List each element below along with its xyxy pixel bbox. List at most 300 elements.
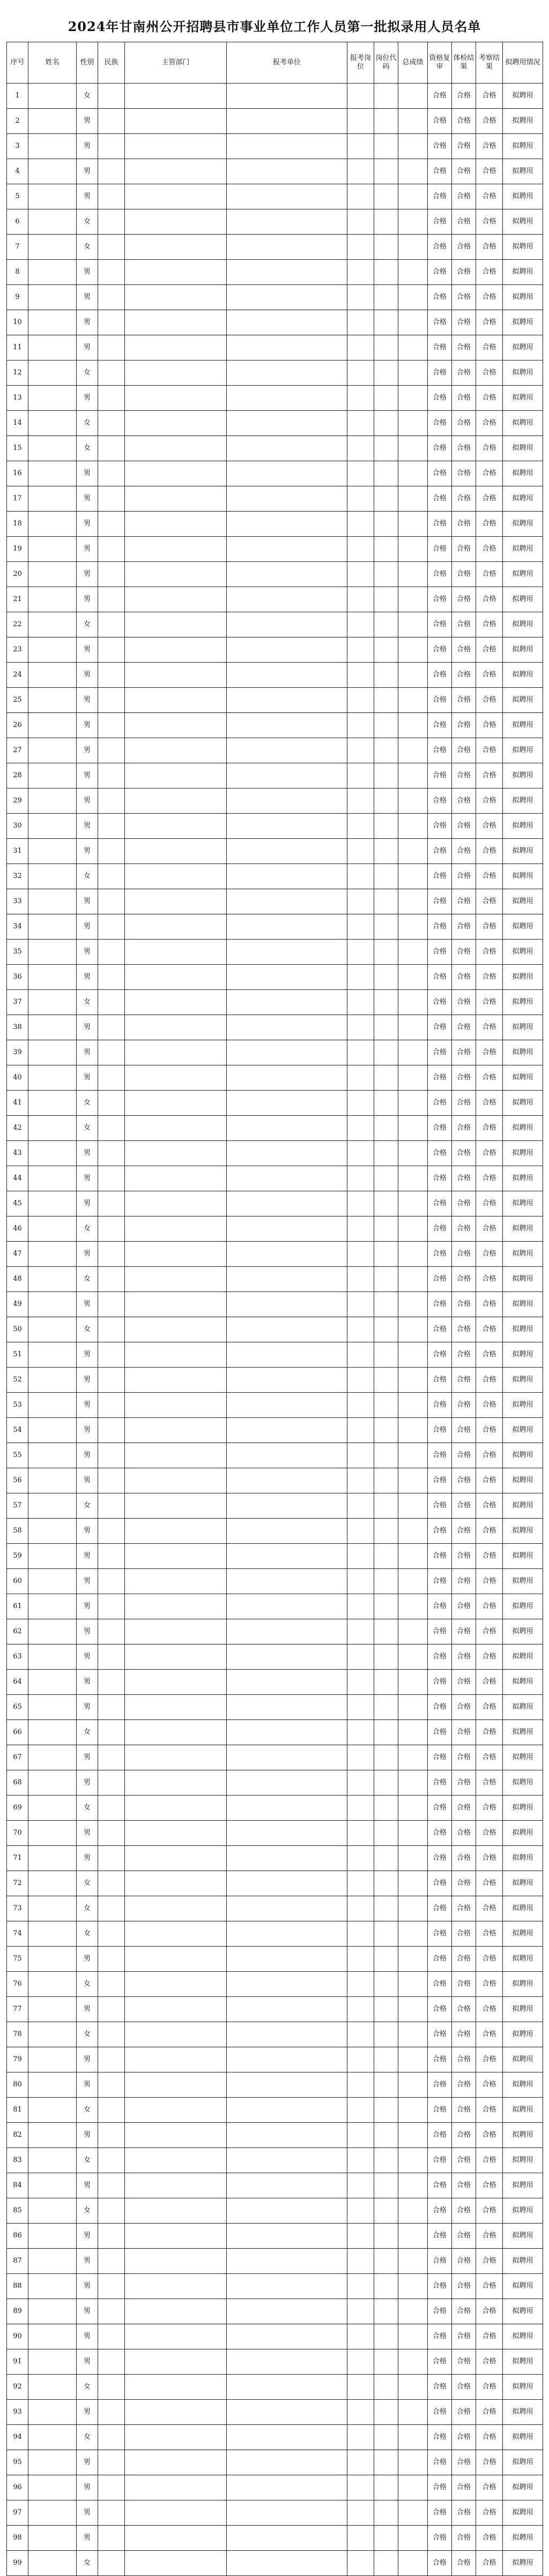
cell-ethnicity: [98, 713, 125, 738]
cell-review: 合格: [428, 1040, 452, 1065]
cell-inspection: 合格: [476, 486, 503, 512]
cell-gender: 女: [77, 1267, 98, 1292]
table-row: [7, 2198, 543, 2224]
cell-unit: [227, 2098, 347, 2123]
cell-dept: [125, 1342, 227, 1368]
cell-name: [28, 1871, 77, 1896]
cell-review: 合格: [428, 2551, 452, 2576]
cell-gender: 男: [77, 2500, 98, 2526]
cell-name: [28, 1091, 77, 1116]
cell-unit: [227, 1317, 347, 1342]
table-row: [7, 512, 543, 537]
cell-code: [374, 2148, 398, 2173]
cell-score: [398, 184, 428, 209]
cell-review: 合格: [428, 2274, 452, 2299]
cell-score: [398, 1695, 428, 1720]
cell-review: 合格: [428, 1065, 452, 1091]
cell-name: [28, 1921, 77, 1947]
cell-physical: 合格: [452, 2274, 476, 2299]
cell-no: 46: [7, 1216, 28, 1242]
cell-inspection: 合格: [476, 2299, 503, 2324]
cell-inspection: 合格: [476, 386, 503, 411]
cell-physical: 合格: [452, 1695, 476, 1720]
cell-ethnicity: [98, 2047, 125, 2072]
cell-inspection: 合格: [476, 738, 503, 763]
table-row: [7, 1594, 543, 1619]
cell-dept: [125, 663, 227, 688]
cell-review: 合格: [428, 2375, 452, 2400]
cell-inspection: 合格: [476, 2047, 503, 2072]
cell-code: [374, 1091, 398, 1116]
cell-dept: [125, 940, 227, 965]
cell-no: 51: [7, 1342, 28, 1368]
cell-physical: 合格: [452, 562, 476, 587]
cell-code: [374, 335, 398, 361]
cell-gender: 男: [77, 2072, 98, 2098]
cell-review: 合格: [428, 688, 452, 713]
cell-review: 合格: [428, 361, 452, 386]
cell-name: [28, 763, 77, 788]
cell-ethnicity: [98, 159, 125, 184]
cell-name: [28, 2022, 77, 2047]
cell-ethnicity: [98, 1166, 125, 1191]
cell-score: [398, 1947, 428, 1972]
cell-dept: [125, 1745, 227, 1770]
cell-ethnicity: [98, 2224, 125, 2249]
cell-category: [347, 763, 374, 788]
cell-category: [347, 1720, 374, 1745]
cell-score: [398, 109, 428, 134]
table-row: [7, 2324, 543, 2349]
cell-score: [398, 2551, 428, 2576]
cell-category: [347, 184, 374, 209]
cell-ethnicity: [98, 209, 125, 235]
cell-inspection: 合格: [476, 411, 503, 436]
table-row: [7, 2148, 543, 2173]
cell-gender: 男: [77, 1242, 98, 1267]
cell-code: [374, 1796, 398, 1821]
cell-physical: 合格: [452, 763, 476, 788]
cell-dept: [125, 436, 227, 461]
cell-review: 合格: [428, 1720, 452, 1745]
cell-score: [398, 1619, 428, 1644]
table-row: [7, 2299, 543, 2324]
cell-inspection: 合格: [476, 788, 503, 814]
cell-status: 拟聘用: [503, 562, 543, 587]
cell-no: 19: [7, 537, 28, 562]
cell-review: 合格: [428, 2349, 452, 2375]
cell-category: [347, 1040, 374, 1065]
cell-status: 拟聘用: [503, 486, 543, 512]
cell-ethnicity: [98, 637, 125, 663]
cell-code: [374, 2425, 398, 2450]
cell-ethnicity: [98, 2349, 125, 2375]
cell-category: [347, 1871, 374, 1896]
cell-unit: [227, 1166, 347, 1191]
cell-review: 合格: [428, 109, 452, 134]
cell-gender: 男: [77, 1997, 98, 2022]
cell-category: [347, 335, 374, 361]
cell-status: 拟聘用: [503, 1468, 543, 1493]
cell-score: [398, 285, 428, 310]
cell-category: [347, 2450, 374, 2475]
cell-dept: [125, 2224, 227, 2249]
cell-no: 72: [7, 1871, 28, 1896]
cell-name: [28, 562, 77, 587]
header-cell-dept: 主管部门: [125, 42, 227, 84]
cell-name: [28, 1644, 77, 1670]
cell-dept: [125, 2400, 227, 2425]
cell-dept: [125, 2526, 227, 2551]
cell-score: [398, 461, 428, 486]
cell-name: [28, 209, 77, 235]
cell-gender: 男: [77, 1594, 98, 1619]
cell-score: [398, 2198, 428, 2224]
table-row: [7, 1317, 543, 1342]
cell-status: 拟聘用: [503, 1695, 543, 1720]
cell-gender: 女: [77, 1871, 98, 1896]
cell-unit: [227, 1921, 347, 1947]
cell-review: 合格: [428, 2047, 452, 2072]
cell-no: 59: [7, 1544, 28, 1569]
cell-score: [398, 2450, 428, 2475]
cell-score: [398, 965, 428, 990]
table-row: [7, 2047, 543, 2072]
cell-physical: 合格: [452, 2526, 476, 2551]
cell-ethnicity: [98, 1141, 125, 1166]
cell-no: 35: [7, 940, 28, 965]
cell-physical: 合格: [452, 1267, 476, 1292]
cell-gender: 男: [77, 1821, 98, 1846]
cell-gender: 男: [77, 184, 98, 209]
cell-inspection: 合格: [476, 335, 503, 361]
cell-code: [374, 2198, 398, 2224]
cell-status: 拟聘用: [503, 2299, 543, 2324]
cell-score: [398, 436, 428, 461]
cell-review: 合格: [428, 260, 452, 285]
cell-name: [28, 1040, 77, 1065]
cell-gender: 男: [77, 2349, 98, 2375]
cell-status: 拟聘用: [503, 1368, 543, 1393]
cell-inspection: 合格: [476, 1468, 503, 1493]
cell-score: [398, 2526, 428, 2551]
cell-gender: 男: [77, 1393, 98, 1418]
cell-name: [28, 2500, 77, 2526]
cell-name: [28, 1896, 77, 1921]
cell-no: 90: [7, 2324, 28, 2349]
table-row: [7, 84, 543, 109]
cell-category: [347, 1191, 374, 1216]
cell-category: [347, 235, 374, 260]
cell-code: [374, 688, 398, 713]
cell-code: [374, 965, 398, 990]
cell-ethnicity: [98, 2072, 125, 2098]
cell-score: [398, 1015, 428, 1040]
cell-physical: 合格: [452, 713, 476, 738]
cell-category: [347, 587, 374, 612]
cell-status: 拟聘用: [503, 663, 543, 688]
cell-score: [398, 663, 428, 688]
cell-category: [347, 2047, 374, 2072]
cell-name: [28, 310, 77, 335]
cell-no: 12: [7, 361, 28, 386]
cell-dept: [125, 109, 227, 134]
cell-ethnicity: [98, 2526, 125, 2551]
cell-physical: 合格: [452, 612, 476, 637]
cell-category: [347, 1065, 374, 1091]
cell-review: 合格: [428, 461, 452, 486]
cell-dept: [125, 2173, 227, 2198]
cell-score: [398, 486, 428, 512]
cell-unit: [227, 839, 347, 864]
cell-score: [398, 1770, 428, 1796]
cell-review: 合格: [428, 2249, 452, 2274]
cell-status: 拟聘用: [503, 1821, 543, 1846]
cell-ethnicity: [98, 486, 125, 512]
cell-status: 拟聘用: [503, 2274, 543, 2299]
cell-gender: 男: [77, 335, 98, 361]
cell-status: 拟聘用: [503, 235, 543, 260]
cell-category: [347, 1544, 374, 1569]
cell-name: [28, 109, 77, 134]
cell-review: 合格: [428, 839, 452, 864]
cell-status: 拟聘用: [503, 2224, 543, 2249]
cell-score: [398, 2475, 428, 2500]
cell-review: 合格: [428, 1418, 452, 1443]
cell-review: 合格: [428, 2224, 452, 2249]
cell-ethnicity: [98, 2098, 125, 2123]
cell-review: 合格: [428, 1972, 452, 1997]
cell-gender: 男: [77, 1166, 98, 1191]
cell-status: 拟聘用: [503, 1418, 543, 1443]
cell-physical: 合格: [452, 1443, 476, 1468]
cell-score: [398, 1317, 428, 1342]
cell-code: [374, 1644, 398, 1670]
cell-category: [347, 1317, 374, 1342]
table-row: [7, 537, 543, 562]
cell-review: 合格: [428, 1267, 452, 1292]
cell-ethnicity: [98, 1519, 125, 1544]
cell-ethnicity: [98, 1594, 125, 1619]
cell-score: [398, 763, 428, 788]
cell-no: 70: [7, 1821, 28, 1846]
cell-ethnicity: [98, 134, 125, 159]
cell-physical: 合格: [452, 637, 476, 663]
cell-no: 16: [7, 461, 28, 486]
cell-code: [374, 587, 398, 612]
cell-physical: 合格: [452, 285, 476, 310]
cell-status: 拟聘用: [503, 159, 543, 184]
cell-unit: [227, 1342, 347, 1368]
cell-no: 27: [7, 738, 28, 763]
cell-dept: [125, 1166, 227, 1191]
cell-physical: 合格: [452, 361, 476, 386]
cell-inspection: 合格: [476, 84, 503, 109]
cell-status: 拟聘用: [503, 2198, 543, 2224]
cell-review: 合格: [428, 1695, 452, 1720]
cell-inspection: 合格: [476, 965, 503, 990]
cell-no: 53: [7, 1393, 28, 1418]
cell-score: [398, 2299, 428, 2324]
cell-score: [398, 260, 428, 285]
cell-review: 合格: [428, 814, 452, 839]
cell-score: [398, 1141, 428, 1166]
cell-review: 合格: [428, 663, 452, 688]
cell-dept: [125, 1569, 227, 1594]
cell-ethnicity: [98, 335, 125, 361]
cell-score: [398, 1896, 428, 1921]
cell-inspection: 合格: [476, 235, 503, 260]
cell-code: [374, 1116, 398, 1141]
cell-unit: [227, 562, 347, 587]
cell-inspection: 合格: [476, 159, 503, 184]
cell-category: [347, 1015, 374, 1040]
cell-dept: [125, 713, 227, 738]
cell-name: [28, 1065, 77, 1091]
table-row: [7, 688, 543, 713]
cell-review: 合格: [428, 1166, 452, 1191]
cell-unit: [227, 310, 347, 335]
cell-physical: 合格: [452, 1166, 476, 1191]
cell-status: 拟聘用: [503, 386, 543, 411]
cell-code: [374, 436, 398, 461]
cell-ethnicity: [98, 965, 125, 990]
cell-category: [347, 2173, 374, 2198]
cell-review: 合格: [428, 1594, 452, 1619]
cell-gender: 男: [77, 637, 98, 663]
cell-category: [347, 839, 374, 864]
cell-unit: [227, 134, 347, 159]
cell-review: 合格: [428, 1393, 452, 1418]
cell-unit: [227, 1468, 347, 1493]
cell-ethnicity: [98, 2249, 125, 2274]
cell-gender: 男: [77, 1468, 98, 1493]
cell-unit: [227, 1443, 347, 1468]
cell-code: [374, 235, 398, 260]
cell-status: 拟聘用: [503, 461, 543, 486]
cell-name: [28, 2551, 77, 2576]
cell-inspection: 合格: [476, 1670, 503, 1695]
cell-unit: [227, 537, 347, 562]
cell-code: [374, 864, 398, 889]
cell-unit: [227, 361, 347, 386]
cell-ethnicity: [98, 1770, 125, 1796]
cell-physical: 合格: [452, 788, 476, 814]
cell-dept: [125, 2098, 227, 2123]
cell-ethnicity: [98, 889, 125, 914]
cell-review: 合格: [428, 587, 452, 612]
cell-dept: [125, 587, 227, 612]
cell-dept: [125, 738, 227, 763]
cell-no: 73: [7, 1896, 28, 1921]
cell-name: [28, 587, 77, 612]
cell-status: 拟聘用: [503, 637, 543, 663]
cell-ethnicity: [98, 1493, 125, 1519]
cell-physical: 合格: [452, 1745, 476, 1770]
cell-status: 拟聘用: [503, 788, 543, 814]
cell-category: [347, 134, 374, 159]
cell-dept: [125, 1468, 227, 1493]
cell-score: [398, 1166, 428, 1191]
cell-category: [347, 1997, 374, 2022]
cell-unit: [227, 889, 347, 914]
cell-gender: 男: [77, 2249, 98, 2274]
cell-unit: [227, 688, 347, 713]
cell-name: [28, 1770, 77, 1796]
header-cell-score: 总成绩: [398, 42, 428, 84]
table-row: [7, 1216, 543, 1242]
cell-gender: 男: [77, 738, 98, 763]
cell-code: [374, 663, 398, 688]
cell-name: [28, 361, 77, 386]
cell-name: [28, 2148, 77, 2173]
cell-status: 拟聘用: [503, 2047, 543, 2072]
cell-inspection: 合格: [476, 2022, 503, 2047]
cell-name: [28, 2123, 77, 2148]
cell-inspection: 合格: [476, 1418, 503, 1443]
cell-ethnicity: [98, 2299, 125, 2324]
cell-inspection: 合格: [476, 2123, 503, 2148]
cell-unit: [227, 1972, 347, 1997]
cell-inspection: 合格: [476, 1116, 503, 1141]
cell-no: 36: [7, 965, 28, 990]
cell-dept: [125, 1393, 227, 1418]
cell-code: [374, 990, 398, 1015]
cell-gender: 男: [77, 260, 98, 285]
cell-inspection: 合格: [476, 2072, 503, 2098]
cell-name: [28, 1796, 77, 1821]
cell-no: 11: [7, 335, 28, 361]
cell-gender: 男: [77, 1544, 98, 1569]
cell-no: 5: [7, 184, 28, 209]
cell-ethnicity: [98, 109, 125, 134]
cell-gender: 男: [77, 889, 98, 914]
cell-gender: 男: [77, 1846, 98, 1871]
cell-name: [28, 839, 77, 864]
cell-unit: [227, 1216, 347, 1242]
cell-code: [374, 2551, 398, 2576]
cell-score: [398, 1216, 428, 1242]
cell-score: [398, 1393, 428, 1418]
cell-status: 拟聘用: [503, 1317, 543, 1342]
table-row: [7, 2249, 543, 2274]
cell-name: [28, 2299, 77, 2324]
cell-gender: 女: [77, 1216, 98, 1242]
cell-review: 合格: [428, 512, 452, 537]
cell-physical: 合格: [452, 2400, 476, 2425]
cell-name: [28, 1947, 77, 1972]
cell-ethnicity: [98, 1191, 125, 1216]
cell-review: 合格: [428, 562, 452, 587]
cell-inspection: 合格: [476, 1821, 503, 1846]
cell-code: [374, 1065, 398, 1091]
cell-name: [28, 2450, 77, 2475]
cell-unit: [227, 1997, 347, 2022]
cell-inspection: 合格: [476, 109, 503, 134]
cell-status: 拟聘用: [503, 1091, 543, 1116]
table-row: [7, 788, 543, 814]
cell-ethnicity: [98, 1368, 125, 1393]
cell-gender: 女: [77, 1116, 98, 1141]
cell-inspection: 合格: [476, 1896, 503, 1921]
cell-inspection: 合格: [476, 1166, 503, 1191]
table-row: [7, 914, 543, 940]
cell-inspection: 合格: [476, 914, 503, 940]
cell-review: 合格: [428, 1493, 452, 1519]
cell-inspection: 合格: [476, 612, 503, 637]
cell-unit: [227, 2198, 347, 2224]
cell-code: [374, 1141, 398, 1166]
